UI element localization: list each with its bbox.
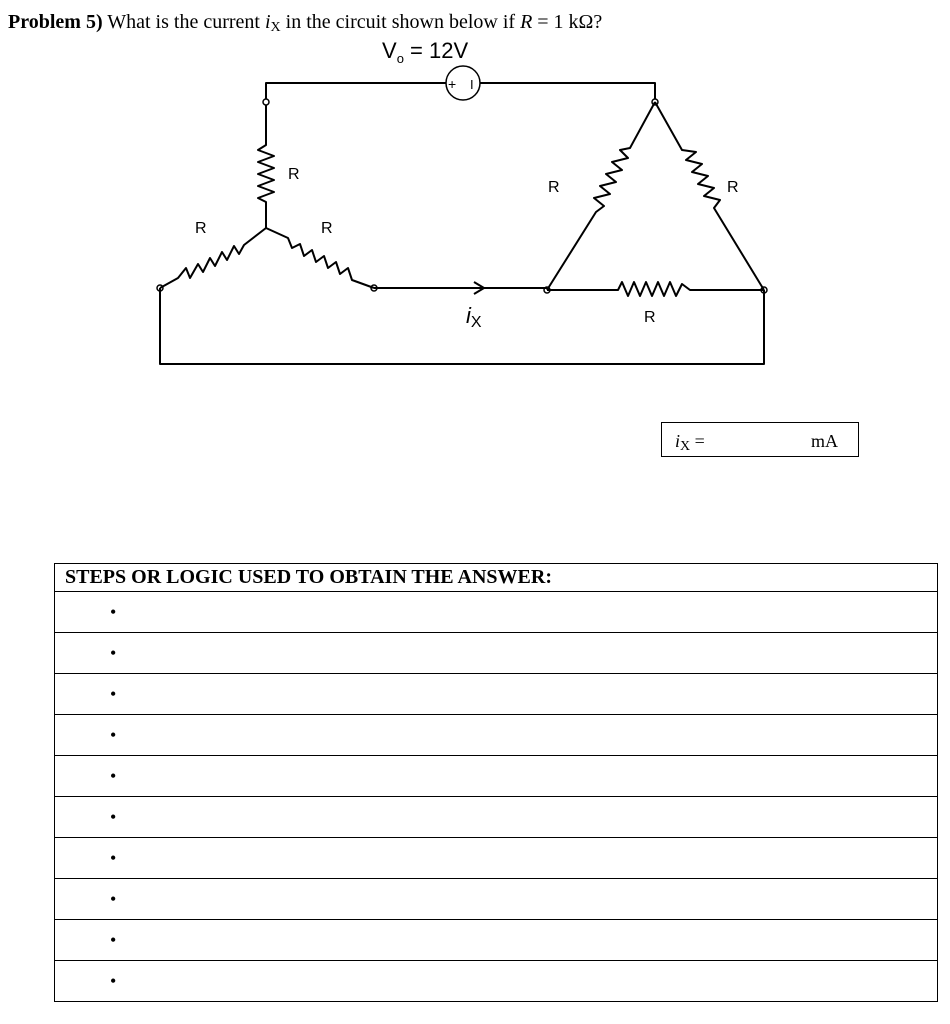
source-label: $V_o = 12V$ [382, 38, 469, 66]
steps-header: STEPS OR LOGIC USED TO OBTAIN THE ANSWER: [55, 564, 938, 592]
step-row[interactable] [55, 592, 938, 633]
source-plus-sign: + [448, 76, 457, 92]
step-bullet: • [55, 715, 938, 756]
answer-box[interactable] [661, 422, 859, 457]
delta-right-resistor-label: R [727, 179, 739, 196]
bottom-wire [160, 288, 764, 364]
step-bullet: • [55, 756, 938, 797]
current-label: iX [466, 303, 482, 331]
wye-right-resistor [266, 228, 374, 288]
delta-left-resistor [547, 102, 655, 290]
step-bullet: • [55, 920, 938, 961]
step-bullet: • [55, 592, 938, 633]
delta-bottom-resistor [547, 282, 764, 296]
step-row[interactable] [55, 879, 938, 920]
wye-left-resistor-label: R [195, 220, 207, 237]
step-row[interactable] [55, 715, 938, 756]
step-bullet: • [55, 674, 938, 715]
step-row[interactable] [55, 838, 938, 879]
step-row[interactable] [55, 674, 938, 715]
step-bullet: • [55, 797, 938, 838]
step-row[interactable] [55, 633, 938, 674]
delta-bottom-resistor-label: R [644, 309, 656, 326]
wye-top-resistor-label: R [288, 166, 300, 183]
delta-left-resistor-label: R [548, 179, 560, 196]
steps-table [54, 563, 938, 1002]
delta-right-resistor [655, 102, 764, 290]
step-bullet: • [55, 633, 938, 674]
step-row[interactable] [55, 920, 938, 961]
terminal-nodes [157, 99, 767, 293]
answer-label: $i_X$ = [675, 431, 705, 454]
wye-top-resistor [258, 105, 274, 228]
wye-left-resistor [160, 228, 266, 288]
step-bullet: • [55, 838, 938, 879]
wye-right-resistor-label: R [321, 220, 333, 237]
problem-statement: Problem 5) What is the current $i_X$ in the circuit shown below if R = 1 kΩ? [8, 11, 603, 35]
step-bullet: • [55, 961, 938, 1002]
step-bullet: • [55, 879, 938, 920]
problem-number: Problem 5) [8, 11, 103, 33]
answer-unit: mA [811, 431, 838, 451]
step-row[interactable] [55, 797, 938, 838]
source-minus-sign: I [470, 77, 474, 92]
step-row[interactable] [55, 961, 938, 1002]
step-row[interactable] [55, 756, 938, 797]
